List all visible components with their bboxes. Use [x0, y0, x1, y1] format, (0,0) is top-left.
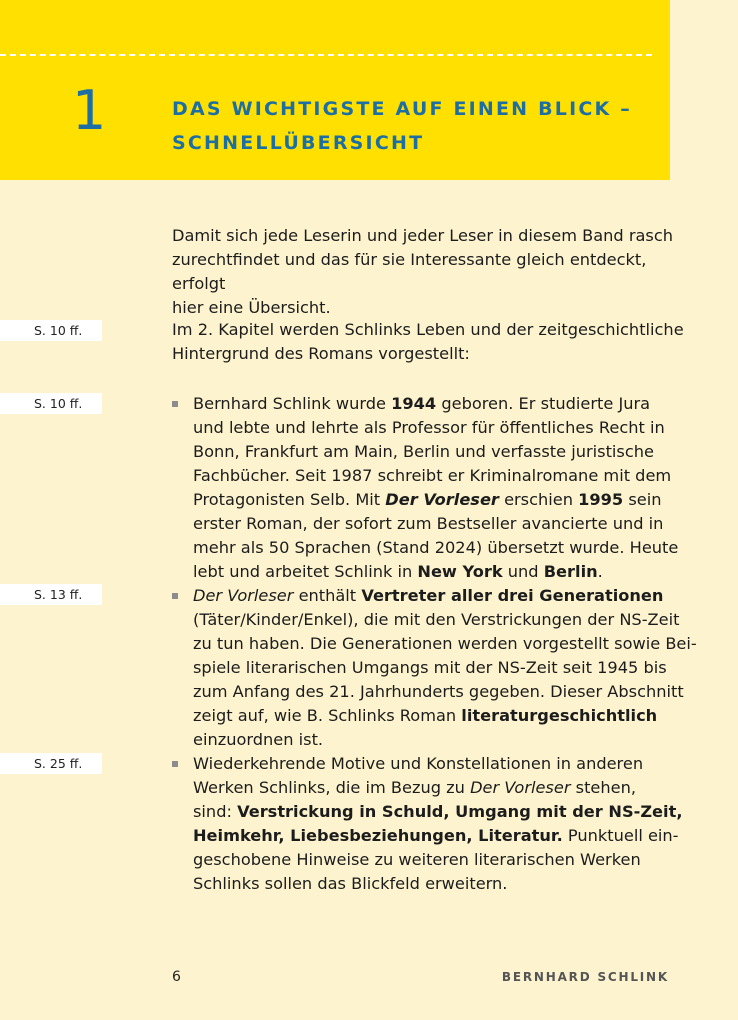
bullet-text: Der Vorleser enthält Vertreter aller drei Generationen (Täter/Kinder/Enkel), die mit den Verstrickungen der NS-Zeit zu tun haben. Die Generationen werden vorgestellt sowie Bei- spiele literarischen Umgangs mit der NS-Zeit seit 1945 bis zum Anfang des 21. Jahrhunderts gegeben. Dieser Abschnitt zeigt auf, wie B. Schlinks Roman literaturgeschichtlich einzuordnen ist. — [193, 586, 697, 749]
margin-page-ref: S. 10 ff. — [0, 393, 102, 414]
running-footer-author: BERNHARD SCHLINK — [501, 970, 669, 984]
bullet-item-biography — [172, 392, 692, 584]
bullet-item-generations — [172, 584, 697, 752]
intro-line: zurechtfindet und das für sie Interessante gleich entdeckt, erfolgt — [172, 250, 647, 293]
chapter2-line: Im 2. Kapitel werden Schlinks Leben und der zeitgeschichtliche — [172, 320, 684, 339]
intro-line: Damit sich jede Leserin und jeder Leser in diesem Band rasch — [172, 226, 673, 245]
chapter2-line: Hintergrund des Romans vorgestellt: — [172, 344, 470, 363]
bullet-square-icon — [172, 401, 178, 407]
bullet-text: Bernhard Schlink wurde 1944 geboren. Er studierte Jura und lebte und lehrte als Professor für öffentliches Recht in Bonn, Frankfurt am Main, Berlin und verfasste juristische Fachbücher. Seit 1987 schreibt er Kriminalromane mit dem Protagonisten Selb. Mit Der Vorleser erschien 1995 sein erster Roman, der sofort zum Bestseller avancierte und in mehr als 50 Sprachen (Stand 2024) übersetzt wurde. Heute lebt und arbeitet Schlink in New York und Berlin. — [193, 394, 679, 581]
chapter-header-band — [0, 0, 670, 180]
dashed-divider — [0, 54, 652, 56]
chapter2-paragraph — [172, 318, 692, 366]
chapter-title-line-1: DAS WICHTIGSTE AUF EINEN BLICK – — [172, 98, 632, 120]
margin-page-ref: S. 25 ff. — [0, 753, 102, 774]
bullet-square-icon — [172, 761, 178, 767]
bullet-square-icon — [172, 593, 178, 599]
intro-line: hier eine Übersicht. — [172, 298, 331, 317]
margin-page-ref: S. 10 ff. — [0, 320, 102, 341]
bullet-item-motifs — [172, 752, 692, 896]
chapter-title-line-2: SCHNELLÜBERSICHT — [172, 132, 425, 154]
chapter-title — [172, 92, 632, 160]
intro-paragraph — [172, 224, 692, 320]
margin-page-ref: S. 13 ff. — [0, 584, 102, 605]
page-number: 6 — [172, 969, 181, 985]
bullet-text: Wiederkehrende Motive und Konstellationen in anderen Werken Schlinks, die im Bezug zu Der Vorleser stehen, sind: Verstrickung in Schuld, Umgang mit der NS-Zeit, Heimkehr, Liebesbeziehungen, Literatur. Punktuell ein- geschobene Hinweise zu weiteren literarischen Werken Schlinks sollen das Blickfeld erweitern. — [193, 754, 683, 893]
chapter-number: 1 — [72, 79, 107, 142]
